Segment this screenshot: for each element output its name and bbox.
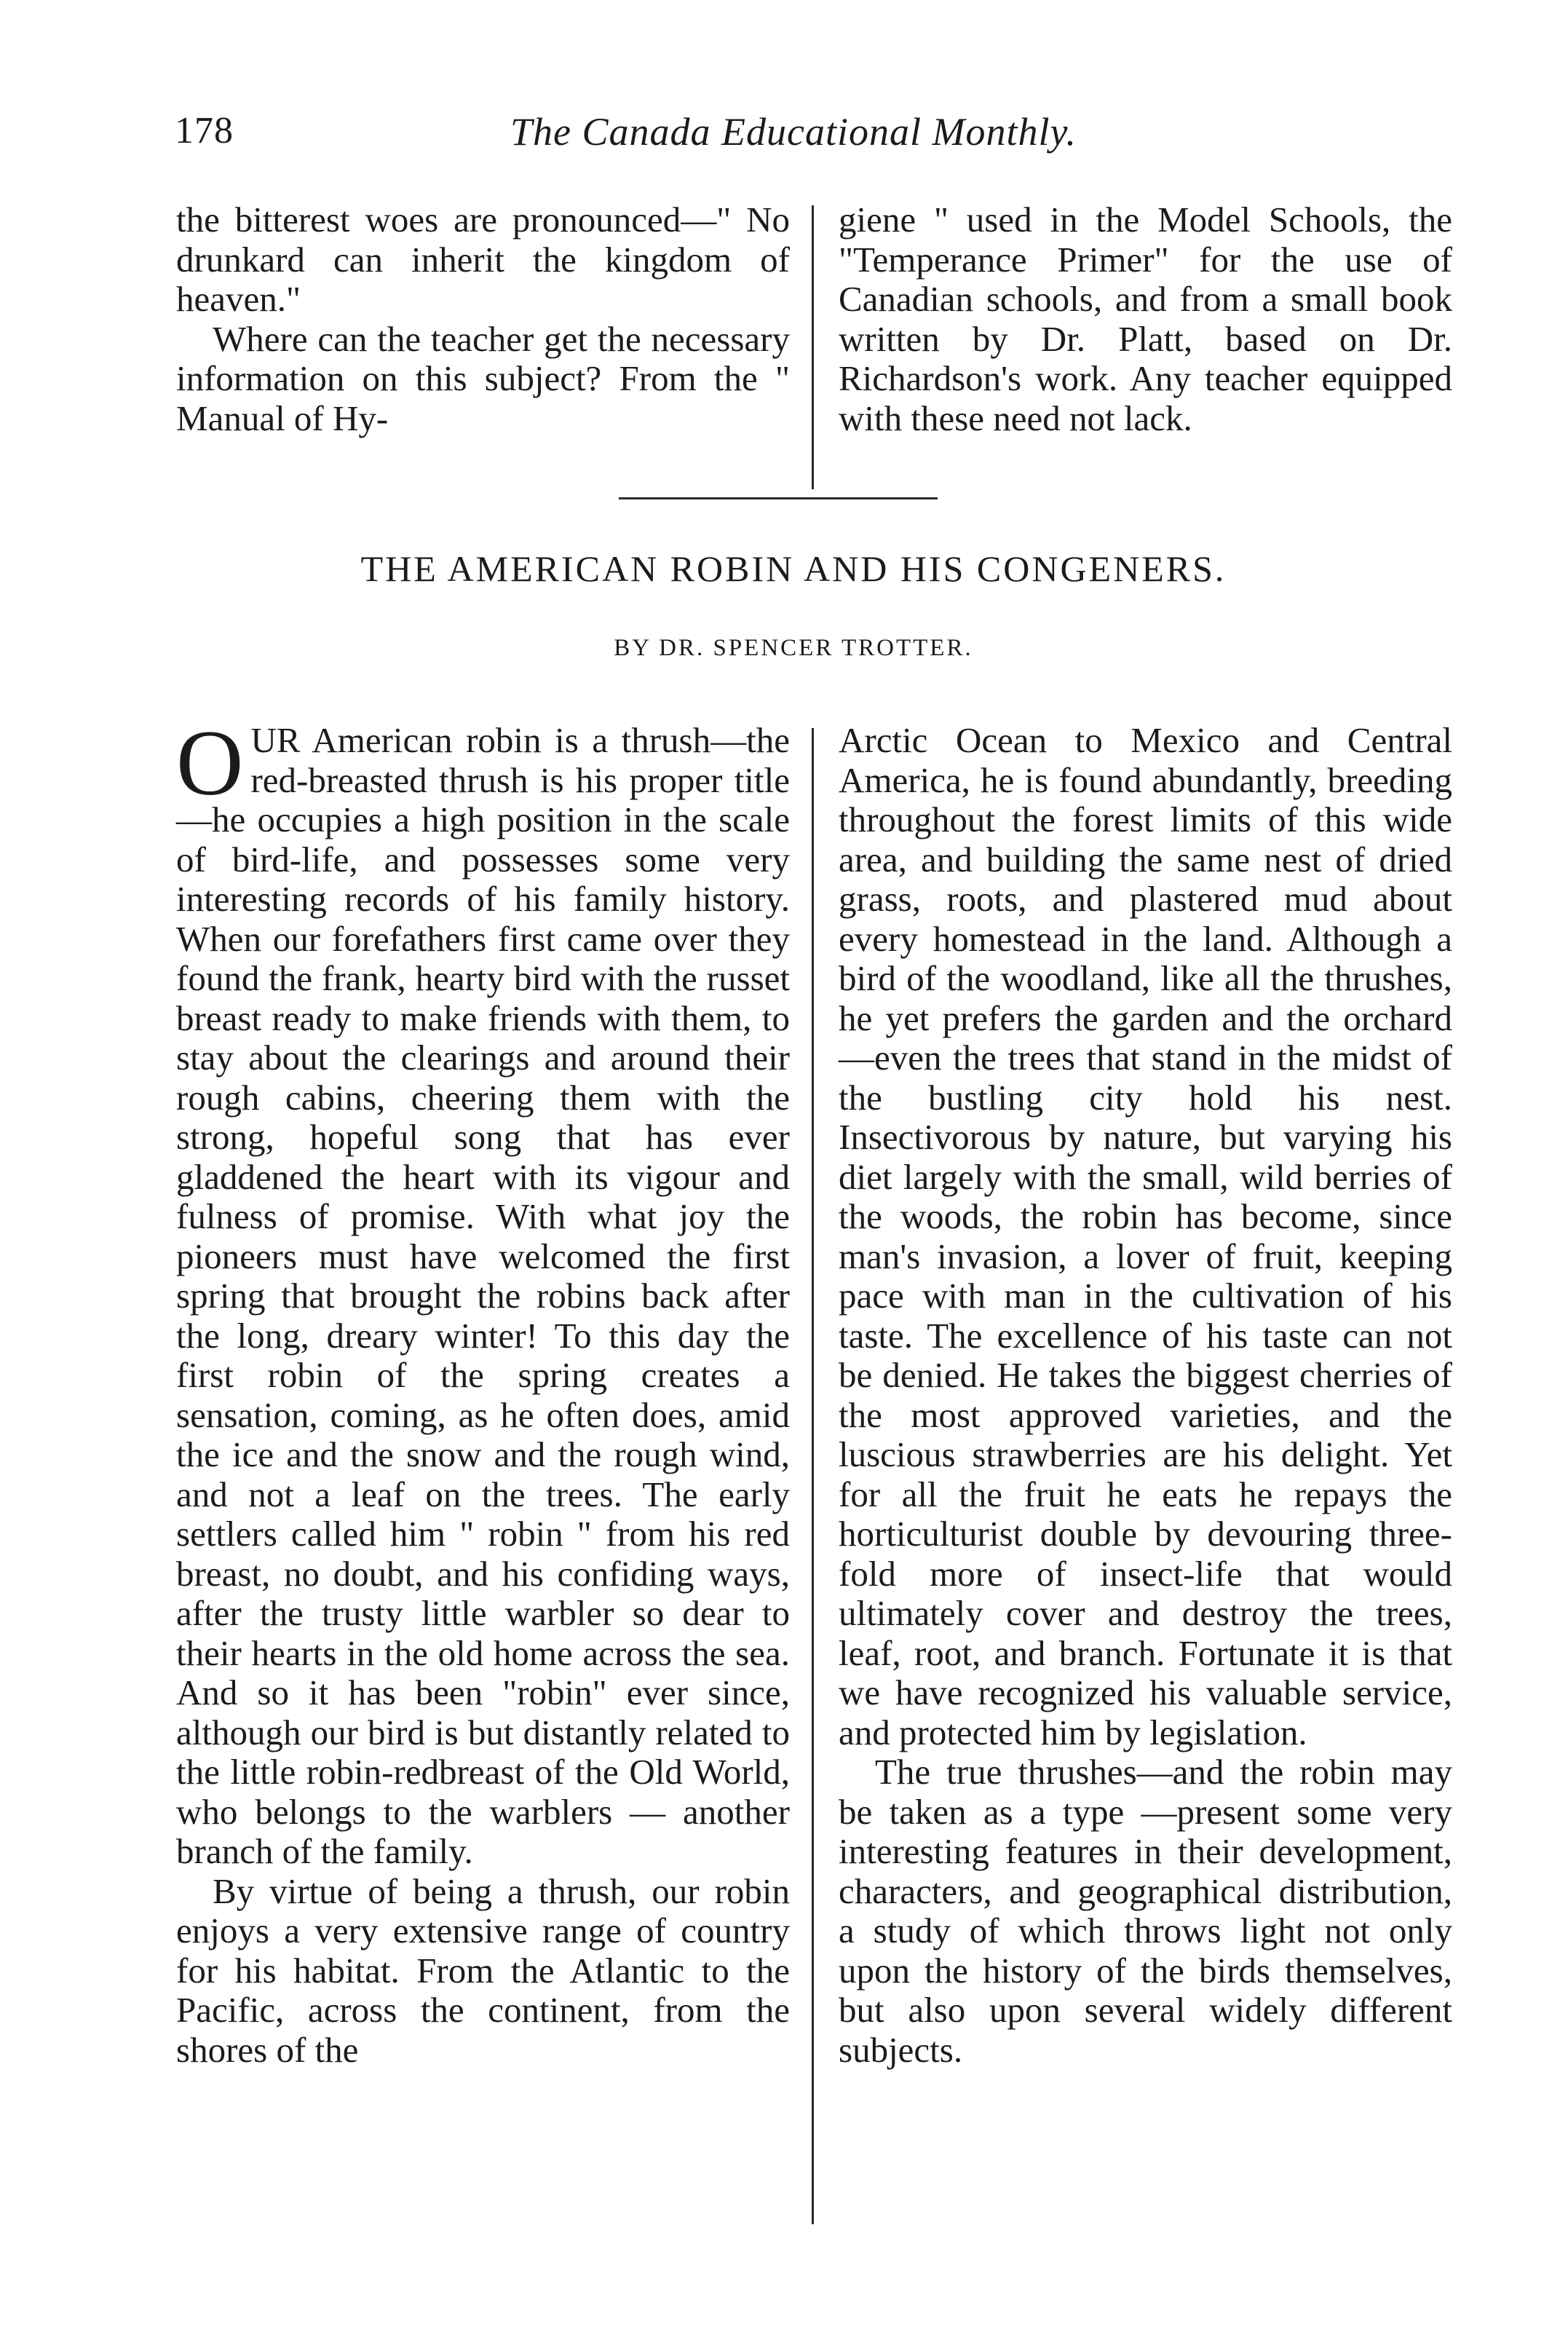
article-right-column [839,721,1452,2070]
drop-cap: O [176,711,244,815]
page-header [175,109,1412,167]
article-byline: BY DR. SPENCER TROTTER. [614,635,973,661]
previous-article-right-column [839,200,1452,438]
previous-paragraph-3: giene " used in the Model Schools, the "Temperance Primer" for the use of Canadian schools, and from a small book written by Dr. Platt, based on Dr. Richardson's work. Any teacher equipped with these need not lack. [839,199,1452,438]
previous-paragraph-1: the bitterest woes are pronounced—" No drunkard can inherit the kingdom of heaven." [176,199,790,319]
article-left-column [176,711,790,2070]
previous-article-left-column [176,200,790,438]
article-title: THE AMERICAN ROBIN AND HIS CONGENERS. [360,548,1227,589]
previous-paragraph-2: Where can the teacher get the necessary information on this subject? From the " Manual of Hy- [176,318,790,438]
article-paragraph-1-text: UR American robin is a thrush—the red-breasted thrush is his proper title—he occupies a high position in the scale of bird-life, and possesses some very interesting records of his family history. When our forefathers first came over they found the frank, hearty bird with the russet breast ready to make friends with them, to stay about the clearings and around their rough cabins, cheering them with the strong, hopeful song that has ever gladdened the heart with its vigour and fulness of promise. With what joy the pioneers must have welcomed the first spring that brought the robins back after the long, dreary winter! To this day the first robin of the spring creates a sensation, coming, as he often does, amid the ice and the snow and the rough wind, and not a leaf on the trees. The early settlers called him " robin " from his red breast, no doubt, and his confiding ways, after the trusty little warbler so dear to their hearts in the old home across the sea. And so it has been "robin" ever since, although our bird is but distantly related to the little robin-redbreast of the Old World, who belongs to the warblers — another branch of the family. [176,720,790,1871]
article-paragraph-3: The true thrushes—and the robin may be taken as a type —present some very interesting features in their development, characters, and geographical distribution, a study of which throws light not only upon the history of the birds themselves, but also upon several widely different subjects. [839,1752,1452,2070]
page-number: 178 [175,110,234,151]
article-paragraph-1 [176,711,790,1872]
column-divider-top [812,205,814,489]
article-paragraph-2: By virtue of being a thrush, our robin enjoys a very extensive range of country for his habitat. From the Atlantic to the Pacific, across the continent, from the shores of the [176,1870,790,2070]
column-divider-main [812,728,814,2224]
section-divider [619,497,938,499]
running-title: The Canada Educational Monthly. [510,110,1077,154]
article-paragraph-2-continued: Arctic Ocean to Mexico and Central America, he is found abundantly, breeding throughout the forest limits of this wide area, and building the same nest of dried grass, roots, and plastered mud about every homestead in the land. Although a bird of the woodland, like all the thrushes, he yet prefers the garden and the orchard—even the trees that stand in the midst of the bustling city hold his nest. Insectivorous by nature, but varying his diet largely with the small, wild berries of the woods, the robin has become, since man's invasion, a lover of fruit, keeping pace with man in the cultivation of his taste. The excellence of his taste can not be denied. He takes the biggest cherries of the most approved varieties, and the luscious strawberries are his delight. Yet for all the fruit he eats he repays the horticulturist double by devouring three-fold more of insect-life that would ultimately cover and destroy the trees, leaf, root, and branch. Fortunate it is that we have recognized his valuable service, and protected him by legislation. [839,720,1452,1752]
